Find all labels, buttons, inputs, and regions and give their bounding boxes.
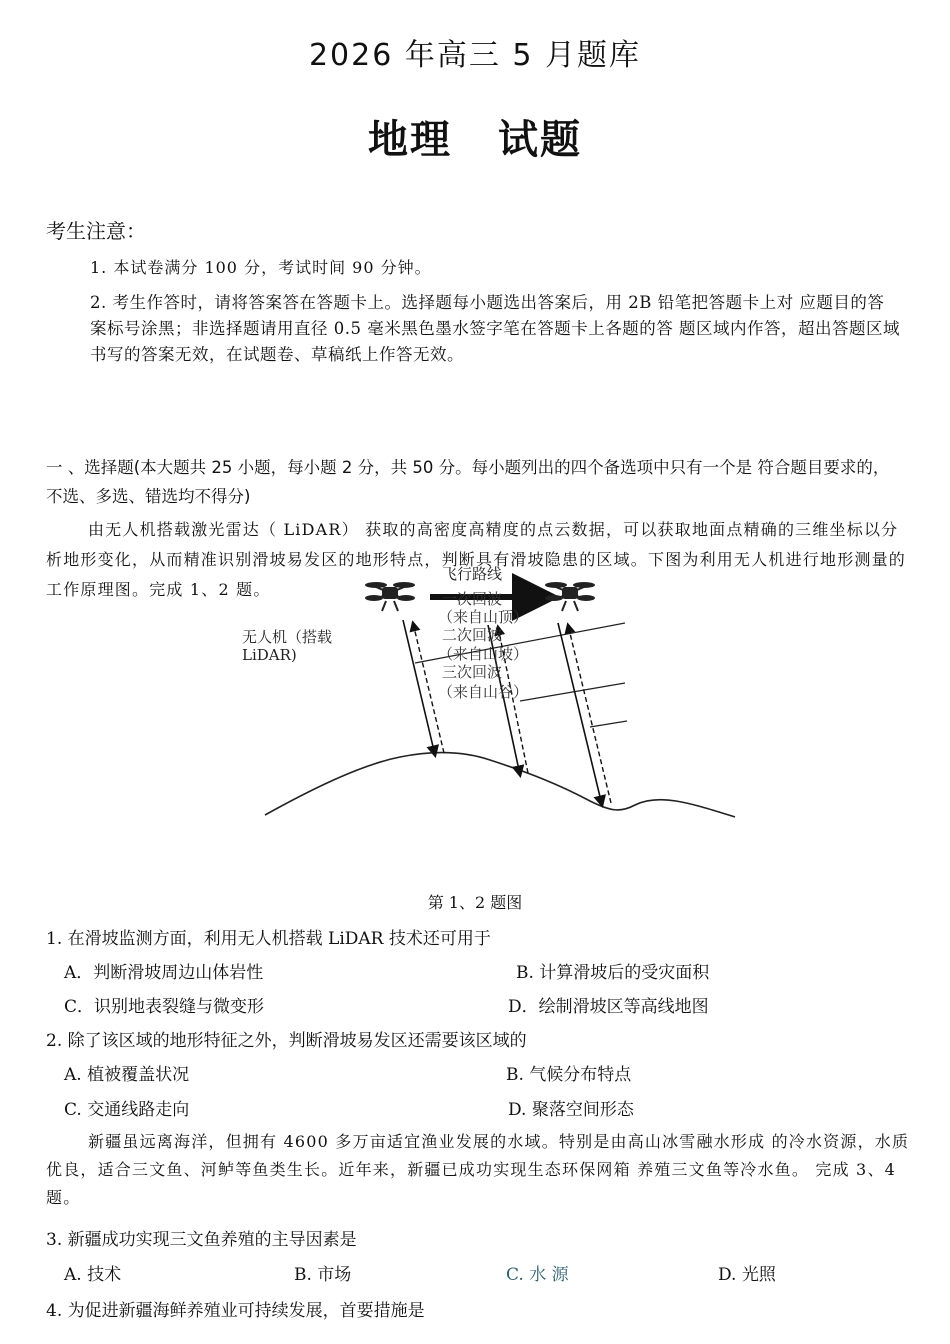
- notice-heading: 考生注意：: [46, 219, 146, 243]
- q2-stem: 2. 除了该区域的地形特征之外，判断滑坡易发区还需要该区域的: [46, 1031, 527, 1051]
- label-drone-2: LiDAR): [242, 646, 297, 664]
- q2-option-c: C. 交通线路走向: [64, 1100, 190, 1120]
- notice-item-2-text: 2. 考生作答时，请将答案答在答题卡上。选择题每小题选出答案后，用 2B 铅笔把答题卡上对 应题目的答案标号涂黑；非选择题请用直径 0.5 毫米黑色墨水签字笔在答题卡上各题的答 题区域内作答，: [90, 293, 885, 338]
- label-echo2-a: 二次回波: [442, 626, 503, 644]
- q2-option-d: D. 聚落空间形态: [508, 1100, 634, 1120]
- drone-right-icon: [545, 582, 595, 611]
- label-route: 飞行路线: [442, 565, 503, 583]
- label-echo1-a: 一次回波: [442, 590, 503, 608]
- label-echo3-b: （来自山谷）: [438, 683, 529, 701]
- passage-2: 新疆虽远离海洋，但拥有 4600 多万亩适宜渔业发展的水域。特别是由高山冰雪融水形成 的冷水资源，水质优良，适合三文鱼、河鲈等鱼类生长。近年来，新疆已成功实现生态环保网箱 养殖三文鱼等冷水鱼。 完成 3、4 题。: [46, 1132, 910, 1207]
- lidar-diagram: [230, 565, 750, 830]
- q2-option-a: A. 植被覆盖状况: [64, 1065, 190, 1085]
- q2-option-b: B. 气候分布特点: [506, 1065, 632, 1085]
- pulse-peak-out: [403, 620, 435, 755]
- figure-caption: 第 1、2 题图: [427, 893, 523, 912]
- subject-title: 地理 试题: [368, 117, 582, 163]
- terrain-profile: [265, 752, 735, 817]
- q3-option-d: D. 光照: [718, 1265, 776, 1285]
- q3-option-a: A. 技术: [64, 1265, 122, 1285]
- q1-stem: 1. 在滑坡监测方面，利用无人机搭载 LiDAR 技术还可用于: [46, 929, 491, 949]
- label-echo1-b: （来自山顶）: [438, 608, 529, 626]
- notice-item-2: [90, 290, 900, 368]
- notice-item-2-emphasis: 超出答题区域书写的答案无效，在试题卷、草稿纸上作答无效。: [90, 319, 900, 364]
- label-echo3-a: 三次回波: [442, 663, 503, 681]
- q1-option-b: B. 计算滑坡后的受灾面积: [516, 963, 710, 983]
- exam-title: 2026 年高三 5 月题库: [308, 38, 642, 73]
- label-echo2-b: （来自山坡）: [438, 645, 529, 663]
- q1-option-c: C．识别地表裂缝与微变形: [64, 997, 265, 1017]
- passage-1: 由无人机搭载激光雷达（ LiDAR） 获取的高密度高精度的点云数据，可以获取地面点精确的三维坐标以分析地形变化，从而精准识别滑坡易发区的地形特点，判断具有滑坡隐患的区域。下图为利用无人机进行地形测量的工作原理图。完成 1、2 题。: [46, 520, 907, 599]
- pulse-valley-return: [568, 625, 611, 803]
- q3-stem: 3. 新疆成功实现三文鱼养殖的主导因素是: [46, 1230, 357, 1250]
- notice-item-1: 1. 本试卷满分 100 分，考试时间 90 分钟。: [90, 258, 432, 277]
- section-heading: 一 、选择题(本大题共 25 小题，每小题 2 分，共 50 分。每小题列出的四个备选项中只有一个是 符合题目要求的，不选、多选、错选均不得分): [46, 458, 890, 506]
- drone-left-icon: [365, 582, 415, 611]
- q1-option-a: A．判断滑坡周边山体岩性: [64, 963, 264, 983]
- label-drone-1: 无人机（搭载: [242, 628, 333, 646]
- q3-option-c: C. 水 源: [506, 1265, 569, 1285]
- q1-option-d: D．绘制滑坡区等高线地图: [508, 997, 709, 1017]
- pulse-valley-out: [558, 623, 602, 805]
- q3-option-b: B. 市场: [294, 1265, 352, 1285]
- q4-stem: 4. 为促进新疆海鲜养殖业可持续发展，首要措施是: [46, 1301, 425, 1321]
